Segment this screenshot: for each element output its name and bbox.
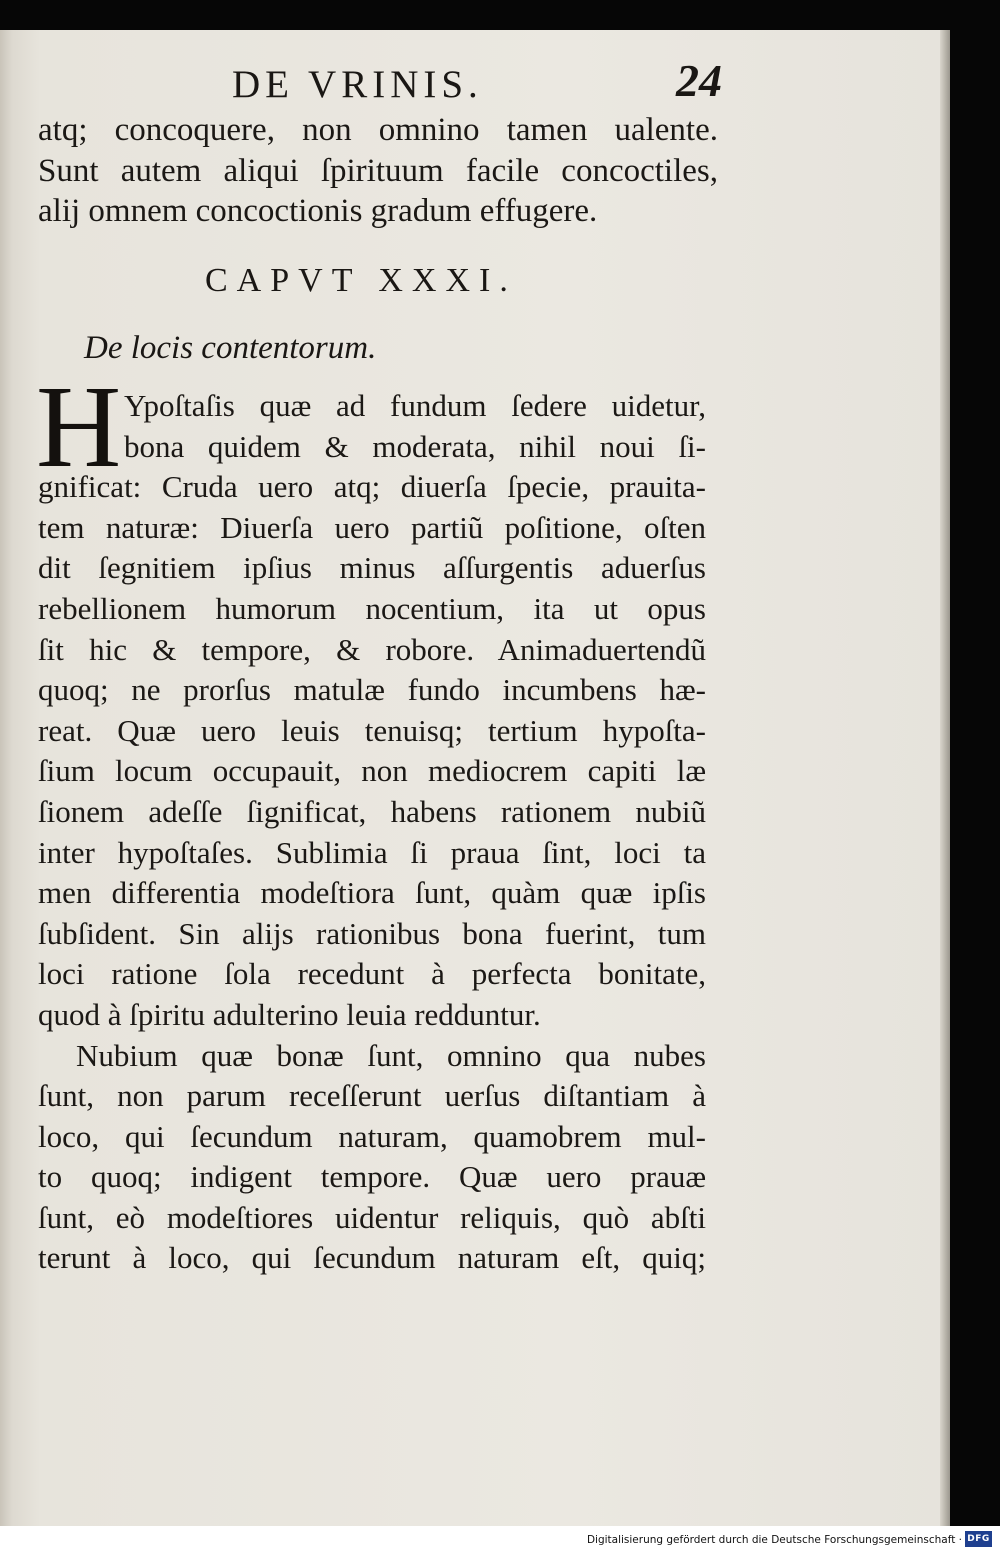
text-line: ſunt, non parum receſſerunt uerſus diſtantiam à [38, 1078, 706, 1114]
text-line: alij omnem concoctionis gradum effugere. [38, 193, 598, 229]
text-line: Ypoſtaſis quæ ad fundum ſedere uidetur, [124, 388, 706, 423]
carryover-text [38, 110, 718, 232]
text-line: ſit hic & tempore, & robore. Animaduertendũ [38, 631, 706, 667]
text-line: bona quidem & moderata, nihil noui ſi- [124, 428, 706, 464]
text-line: tem naturæ: Diuerſa uero partiũ poſitione, oſten [38, 509, 706, 545]
text-line: quoq; ne prorſus matulæ fundo incumbens hæ- [38, 672, 706, 708]
text-line: ſunt, eò modeſtiores uidentur reliquis, quò abſti [38, 1199, 706, 1235]
running-head: DE VRINIS. [232, 63, 483, 106]
text-line: loci ratione ſola recedunt à perfecta bonitate, [38, 956, 706, 992]
text-line: quod à ſpiritu adulterino leuia redduntur. [38, 996, 541, 1032]
text-line: atq; concoquere, non omnino tamen ualente. [38, 112, 718, 148]
footer-credit: Digitalisierung gefördert durch die Deutsche Forschungsgemeinschaft · [586, 1534, 962, 1546]
text-line: rebellionem humorum nocentium, ita ut opus [38, 590, 706, 626]
page-number: 24 [676, 55, 722, 106]
text-line: loco, qui ſecundum naturam, quamobrem mul- [38, 1118, 706, 1154]
text-line: Nubium quæ bonæ ſunt, omnino qua nubes [76, 1037, 706, 1073]
text-line: reat. Quæ uero leuis tenuisq; tertium hypoſta- [38, 712, 706, 748]
text-line: ſionem adeſſe ſignificat, habens rationem nubiũ [38, 793, 706, 829]
text-line: inter hypoſtaſes. Sublimia ſi praua ſint, loci ta [38, 834, 706, 870]
text-line: men differentia modeſtiora ſunt, quàm quæ ipſis [38, 875, 706, 911]
text-line: ſium locum occupauit, non mediocrem capiti læ [38, 753, 706, 789]
text-line: gnificat: Cruda uero atq; diuerſa ſpecie, prauita- [38, 469, 706, 505]
body-text [38, 386, 706, 1279]
chapter-subtitle: De locis contentorum. [84, 330, 377, 366]
dfg-logo: DFG [965, 1531, 992, 1547]
text-line: ſubſident. Sin alijs rationibus bona fuerint, tum [38, 915, 706, 951]
text-line: dit ſegnitiem ipſius minus aſſurgentis aduerſus [38, 550, 706, 586]
text-line: terunt à loco, qui ſecundum naturam eſt, quiq; [38, 1240, 706, 1276]
text-line: Sunt autem aliqui ſpirituum facile concoctiles, [38, 152, 718, 189]
drop-cap: H [36, 361, 122, 492]
chapter-title: CAPVT XXXI. [205, 262, 517, 299]
page-edge [940, 30, 950, 1526]
text-line: to quoq; indigent tempore. Quæ uero prauæ [38, 1159, 706, 1195]
